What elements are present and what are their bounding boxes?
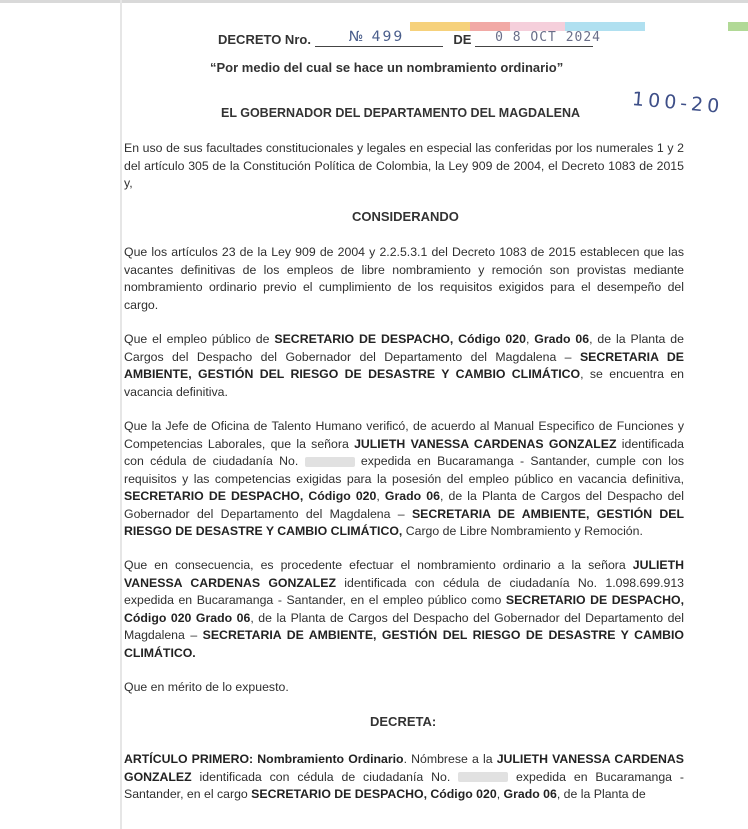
stamp-color-bar	[410, 22, 470, 31]
considerando-title: CONSIDERANDO	[352, 209, 459, 224]
considerando-paragraph-1: Que los artículos 23 de la Ley 909 de 2004 y 2.2.5.3.1 del Decreto 1083 de 2015 establecen que las vacantes definitivas de los empleos de libre nombramiento y remoción son provistas mediante nombramiento ordinario previo el cumplimiento de los requisitos exigidos para el desempeño del cargo.	[124, 245, 684, 312]
stamp-color-bar	[728, 22, 748, 31]
redacted-id	[458, 772, 508, 782]
decree-number: № 499	[348, 29, 405, 45]
considerando-paragraph-5: Que en mérito de lo expuesto.	[124, 680, 289, 694]
article-one: ARTÍCULO PRIMERO: Nombramiento Ordinario. Nómbrese a la JULIETH VANESSA CARDENAS GONZALEZ identificada con cédula de ciudadanía No. expedida en Bucaramanga - Santander, en el cargo SECRETARIO DE DESPACHO, Código 020, Grado 06, de la Planta de	[124, 752, 685, 801]
decreta-title: DECRETA:	[370, 714, 437, 729]
redacted-id	[305, 457, 355, 467]
decree-date: 0 8 OCT 2024	[495, 30, 602, 45]
preamble: En uso de sus facultades constitucionales y legales en especial las conferidas por los numerales 1 y 2 del artículo 305 de la Constitución Política de Colombia, la Ley 909 de 2004, el Decreto 1083 de 2015 y,	[124, 141, 684, 190]
scan-edge-top	[0, 0, 748, 3]
de-label: DE	[453, 32, 472, 47]
decree-header-line	[218, 29, 602, 47]
decree-subtitle: “Por medio del cual se hace un nombramiento ordinario”	[210, 60, 564, 75]
decree-label: DECRETO Nro.	[218, 32, 311, 47]
authority-heading: EL GOBERNADOR DEL DEPARTAMENTO DEL MAGDALENA	[221, 106, 581, 120]
decree-number-blank	[315, 29, 443, 47]
handwritten-code: 100-20	[631, 88, 725, 118]
decree-date-blank	[475, 30, 602, 47]
considerando-paragraph-2: Que el empleo público de SECRETARIO DE DESPACHO, Código 020, Grado 06, de la Planta de Cargos del Despacho del Gobernador del Departamento del Magdalena – SECRETARIA DE AMBIENTE, GESTIÓN DEL RIESGO DE DESASTRE Y CAMBIO CLIMÁTICO, se encuentra en vacancia definitiva.	[124, 332, 684, 399]
considerando-paragraph-3: Que la Jefe de Oficina de Talento Humano verificó, de acuerdo al Manual Especifico de Funciones y Competencias Laborales, que la señora JULIETH VANESSA CARDENAS GONZALEZ identificada con cédula de ciudadanía No. expedida en Bucaramanga - Santander, cumple con los requisitos y las competencias exigidas para la posesión del empleo público en vacancia definitiva, SECRETARIO DE DESPACHO, Código 020, Grado 06, de la Planta de Cargos del Despacho del Gobernador del Departamento del Magdalena – SECRETARIA DE AMBIENTE, GESTIÓN DEL RIESGO DE DESASTRE Y CAMBIO CLIMÁTICO, Cargo de Libre Nombramiento y Remoción.	[124, 419, 684, 538]
scan-edge-left	[120, 0, 122, 829]
considerando-paragraph-4: Que en consecuencia, es procedente efectuar el nombramiento ordinario a la señora JULIETH VANESSA CARDENAS GONZALEZ identificada con cédula de ciudadanía No. 1.098.699.913 expedida en Bucaramanga - Santander, en el empleo público como SECRETARIO DE DESPACHO, Código 020 Grado 06, de la Planta de Cargos del Despacho del Gobernador del Departamento del Magdalena – SECRETARIA DE AMBIENTE, GESTIÓN DEL RIESGO DE DESASTRE Y CAMBIO CLIMÁTICO.	[124, 558, 685, 660]
